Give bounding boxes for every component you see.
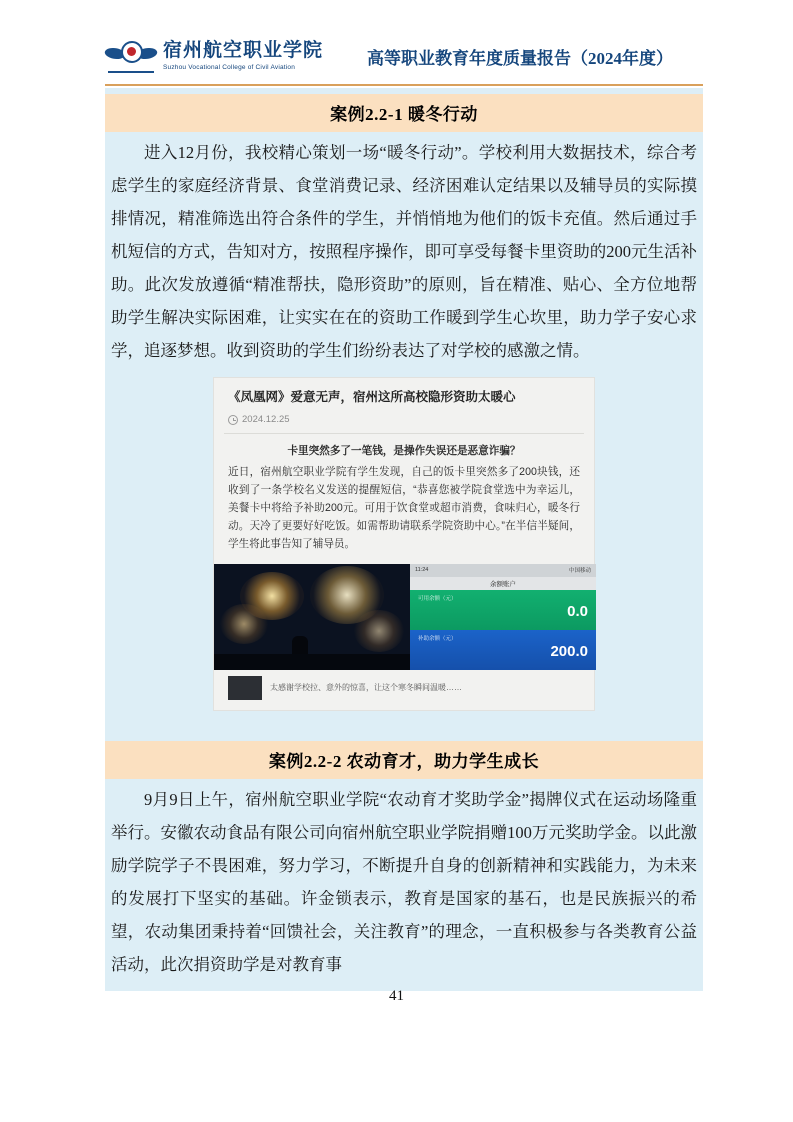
- emblem-circle-shape: [121, 41, 143, 63]
- phone-screenshot: [410, 564, 596, 670]
- ground-shape: [214, 654, 410, 670]
- logo-name-en: Suzhou Vocational College of Civil Aviation: [163, 63, 296, 71]
- firework-burst-shape: [220, 604, 268, 644]
- status-carrier: 中国移动: [568, 568, 591, 575]
- news-header: [214, 378, 594, 431]
- firework-burst-shape: [354, 610, 404, 652]
- logo-name-cn: 宿州航空职业学院: [163, 40, 324, 62]
- college-logo: [105, 36, 323, 76]
- page-number: 41: [389, 988, 404, 1004]
- balance-panel-subsidy: [410, 630, 596, 670]
- news-date-row: [228, 414, 582, 425]
- phone-status-bar: [410, 564, 596, 577]
- case-2-paragraph: 9月9日上午，宿州航空职业学院“农动育才奖助学金”揭牌仪式在运动场隆重举行。安徽农动食品有限公司向宿州航空职业学院捐赠100万元奖助学金。以此激励学院学子不畏困难，努力学习，不断提升自身的创新精神和实践能力，为未来的发展打下坚实的基础。许金锁表示，教育是国家的基石，也是民族振兴的希望，农动集团秉持着“回馈社会，关注教育”的理念，一直积极参与各类教育公益活动，此次捐资助学是对教育事: [111, 789, 697, 974]
- news-body: [214, 434, 594, 563]
- news-media-row: [214, 564, 594, 670]
- header-divider: [105, 84, 703, 86]
- available-balance-label: 可用余额（元）: [418, 595, 457, 602]
- news-caption-row: [214, 670, 594, 710]
- logo-text-block: [163, 41, 323, 71]
- page-header: [105, 30, 703, 82]
- news-title: 《凤凰网》爱意无声，宿州这所高校隐形资助太暖心: [228, 390, 516, 404]
- clock-icon: [228, 415, 238, 425]
- caption-text: 太感谢学校拉、意外的惊喜，让这个寒冬瞬间温暖……: [270, 682, 462, 692]
- fireworks-photo: [214, 564, 410, 670]
- case-2-banner: 案例2.2-2 农动育才，助力学生成长: [105, 741, 703, 779]
- news-date-text: 2024.12.25: [242, 414, 290, 426]
- subsidy-balance-label: 补助余额（元）: [418, 635, 457, 642]
- emblem-bar-shape: [108, 71, 154, 73]
- balance-panel-available: [410, 590, 596, 630]
- available-balance-value: 0.0: [567, 602, 588, 620]
- news-screenshot: [213, 377, 595, 711]
- subsidy-balance-value: 200.0: [550, 642, 588, 660]
- section-spacer: [105, 715, 703, 741]
- report-title: 高等职业教育年度质量报告（2024年度）: [367, 48, 673, 68]
- status-time: 11:24: [415, 567, 429, 574]
- case-1-paragraph: 进入12月份，我校精心策划一场“暖冬行动”。学校利用大数据技术，综合考虑学生的家庭经济背景、食堂消费记录、经济困难认定结果以及辅导员的实际摸排情况，精准筛选出符合条件的学生，并悄悄地为他们的饭卡充值。然后通过手机短信的方式，告知对方，按照程序操作，即可享受每餐卡里资助的200元生活补助。此次发放遵循“精准帮扶，隐形资助”的原则，旨在精准、贴心、全方位地帮助学生解决实际困难，让实实在在的资助工作暖到学生心坎里，助力学子安心求学，追逐梦想。收到资助的学生们纷纷表达了对学校的感激之情。: [111, 143, 697, 360]
- content-body: [105, 88, 703, 991]
- news-body-text: 近日，宿州航空职业学院有学生发现，自己的饭卡里突然多了200块钱，还收到了一条学校名义发送的提醒短信，“恭喜您被学院食堂选中为幸运儿，美餐卡中将给予补助200元。可用于饮食堂或超市消费，食味归心，暖冬行动。天冷了更要好好吃饭。如需帮助请联系学院资助中心。”在半信半疑间，学生将此事告知了辅导员。: [228, 465, 580, 551]
- caption-thumbnail: [228, 676, 262, 700]
- phone-app-title: 余额账户: [410, 577, 596, 590]
- case-1-banner: 案例2.2-1 暖冬行动: [105, 94, 703, 132]
- news-lead: 卡里突然多了一笔钱，是操作失误还是恶意诈骗？: [287, 445, 521, 458]
- aviation-wings-icon: [105, 36, 157, 76]
